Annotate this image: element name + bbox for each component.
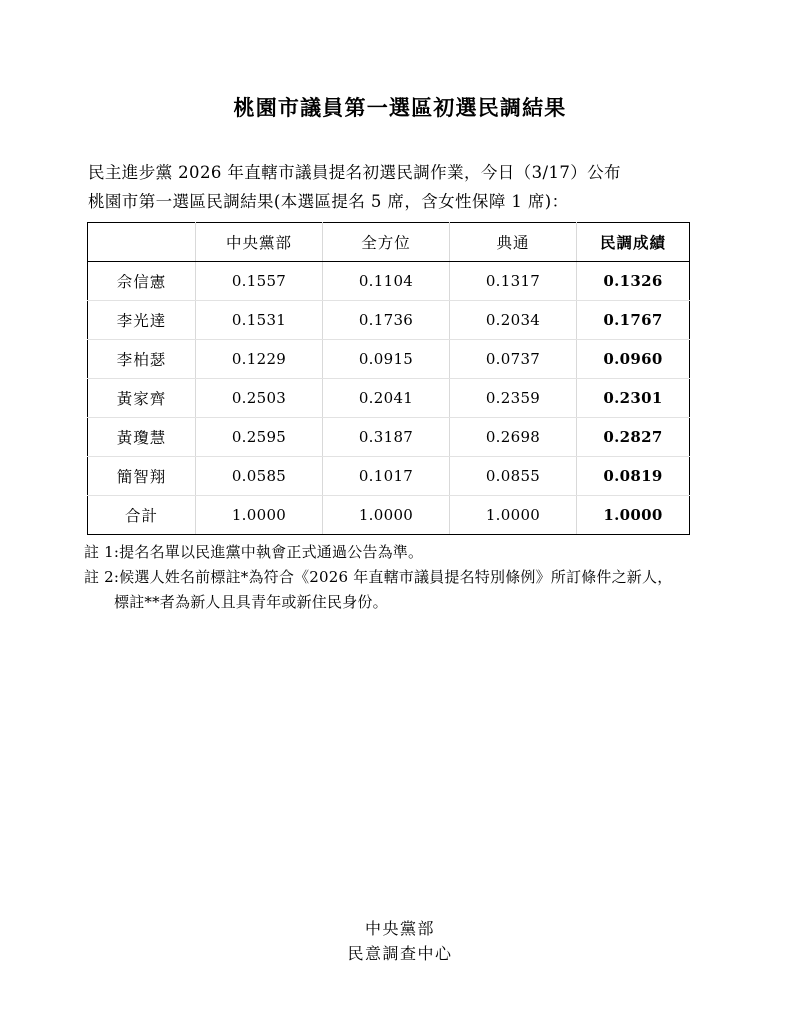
footnote-2: 註 2:候選人姓名前標註*為符合《2026 年直轄市議員提名特別條例》所訂條件之新人， — [84, 568, 673, 586]
score-diantong: 0.2034 — [450, 301, 577, 340]
score-quanfangwei: 0.1104 — [323, 262, 450, 301]
score-central-party: 0.1531 — [196, 301, 323, 340]
footer-organization: 中央黨部 — [364, 919, 435, 938]
intro-line-2: 桃園市第一選區民調結果(本選區提名 5 席，含女性保障 1 席)： — [88, 192, 569, 211]
table-row — [88, 379, 690, 418]
total-final: 1.0000 — [577, 496, 690, 535]
table-total-row — [88, 496, 690, 535]
intro-line-1: 民主進步黨 2026 年直轄市議員提名初選民調作業，今日（3/17）公布 — [88, 163, 621, 182]
header-cell-final-score: 民調成績 — [577, 223, 690, 262]
score-central-party: 0.0585 — [196, 457, 323, 496]
table-row — [88, 262, 690, 301]
total-quanfangwei: 1.0000 — [323, 496, 450, 535]
candidate-name: 黃家齊 — [88, 379, 196, 418]
candidate-name: 李光達 — [88, 301, 196, 340]
candidate-name: 黃瓊慧 — [88, 418, 196, 457]
candidate-name: 簡智翔 — [88, 457, 196, 496]
poll-results-table — [87, 222, 690, 535]
score-quanfangwei: 0.2041 — [323, 379, 450, 418]
score-central-party: 0.2503 — [196, 379, 323, 418]
page-title: 桃園市議員第一選區初選民調結果 — [233, 95, 567, 120]
candidate-name: 李柏瑟 — [88, 340, 196, 379]
score-central-party: 0.1229 — [196, 340, 323, 379]
score-diantong: 0.2359 — [450, 379, 577, 418]
score-final: 0.2827 — [577, 418, 690, 457]
total-central-party: 1.0000 — [196, 496, 323, 535]
poll-results-table-container — [87, 222, 689, 535]
header-cell-diantong: 典通 — [450, 223, 577, 262]
score-diantong: 0.0737 — [450, 340, 577, 379]
total-label: 合計 — [88, 496, 196, 535]
footer-department: 民意調查中心 — [347, 944, 453, 963]
intro-paragraph — [88, 158, 718, 216]
score-final: 0.1326 — [577, 262, 690, 301]
table-row — [88, 301, 690, 340]
score-diantong: 0.2698 — [450, 418, 577, 457]
header-cell-central-party: 中央黨部 — [196, 223, 323, 262]
score-final: 0.2301 — [577, 379, 690, 418]
score-quanfangwei: 0.1017 — [323, 457, 450, 496]
score-diantong: 0.0855 — [450, 457, 577, 496]
table-row — [88, 457, 690, 496]
footnotes — [84, 540, 734, 615]
score-quanfangwei: 0.1736 — [323, 301, 450, 340]
candidate-name: 佘信憲 — [88, 262, 196, 301]
total-diantong: 1.0000 — [450, 496, 577, 535]
header-cell-quanfangwei: 全方位 — [323, 223, 450, 262]
document-footer — [0, 916, 800, 966]
score-final: 0.0960 — [577, 340, 690, 379]
footnote-2-continued: 標註**者為新人且具青年或新住民身份。 — [114, 593, 388, 611]
score-final: 0.0819 — [577, 457, 690, 496]
table-header-row — [88, 223, 690, 262]
score-final: 0.1767 — [577, 301, 690, 340]
table-row — [88, 418, 690, 457]
score-diantong: 0.1317 — [450, 262, 577, 301]
score-quanfangwei: 0.0915 — [323, 340, 450, 379]
score-quanfangwei: 0.3187 — [323, 418, 450, 457]
score-central-party: 0.2595 — [196, 418, 323, 457]
score-central-party: 0.1557 — [196, 262, 323, 301]
table-row — [88, 340, 690, 379]
footnote-1: 註 1:提名名單以民進黨中執會正式通過公告為準。 — [84, 543, 424, 561]
header-cell-name — [88, 223, 196, 262]
